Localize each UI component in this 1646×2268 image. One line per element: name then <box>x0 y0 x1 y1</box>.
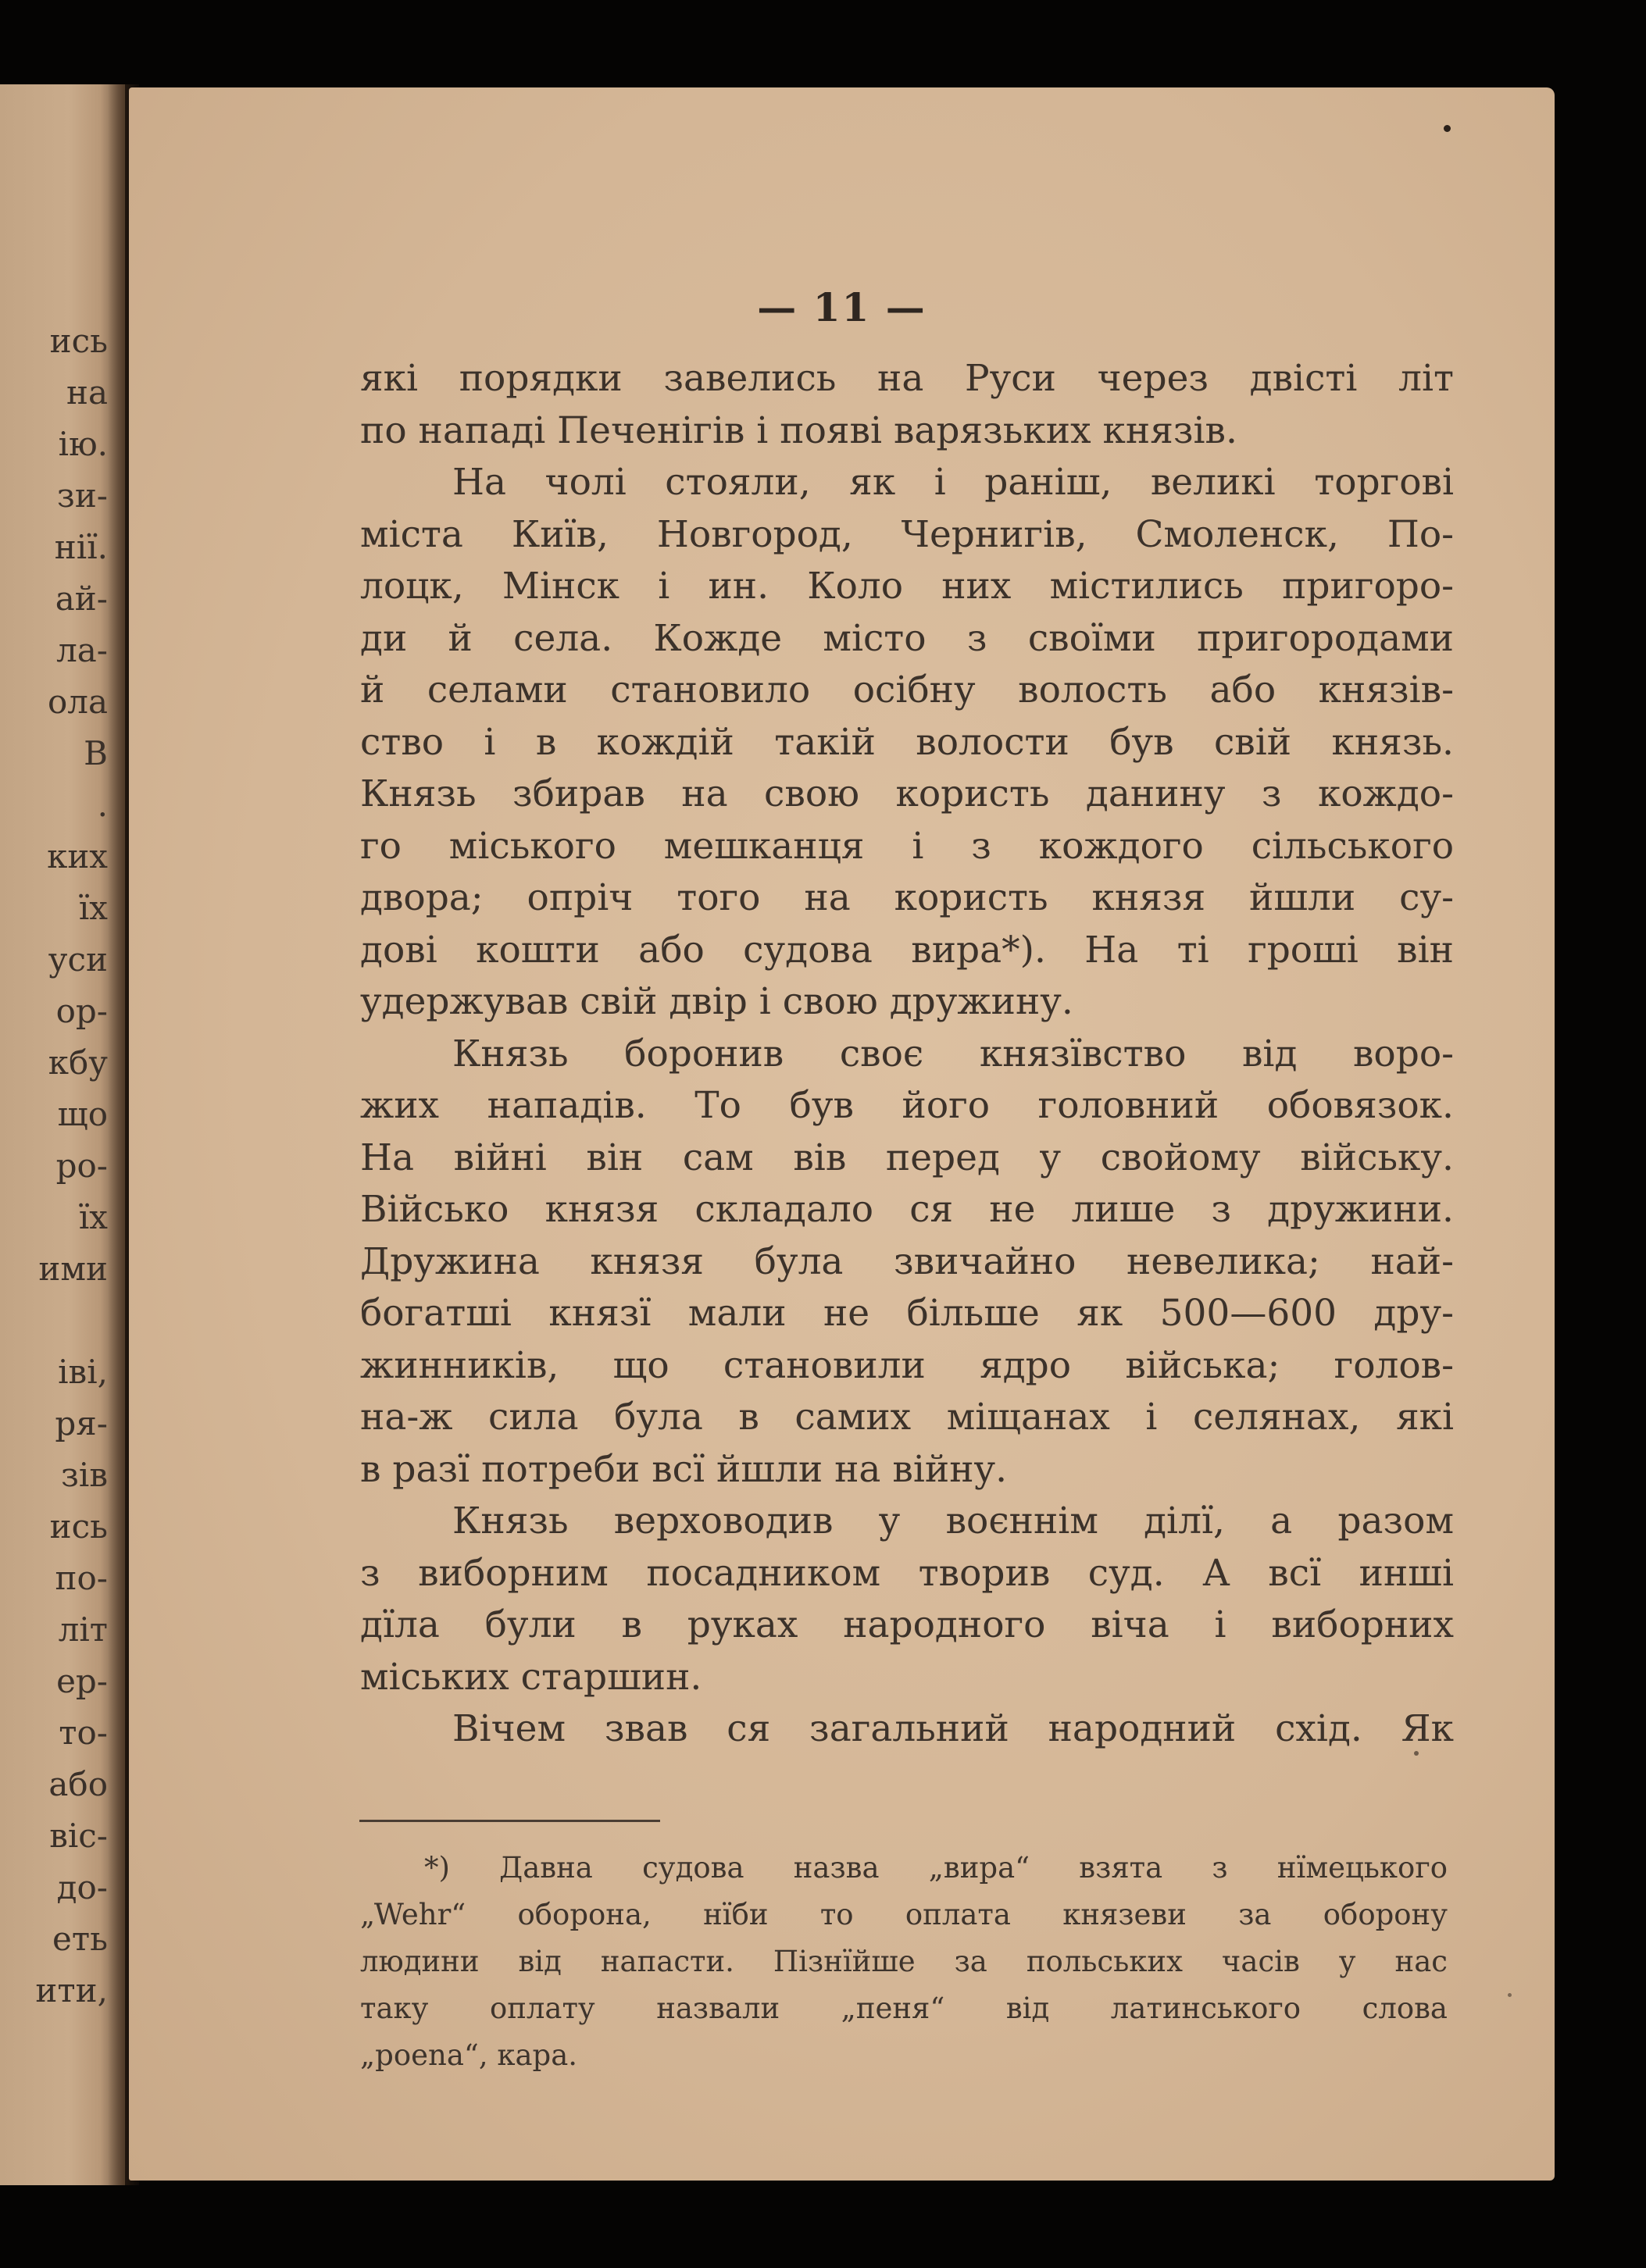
footnote <box>360 1845 1448 2079</box>
text-line: го міського мешканця і з кождого сільського <box>360 824 1454 868</box>
paragraph-start-line: Вічем звав ся загальний народний схід. Як <box>452 1707 1454 1750</box>
text-line: дїла були в руках народного віча і виборних <box>360 1603 1454 1646</box>
previous-page-fragment: до- <box>56 1868 108 1906</box>
previous-page-fragment: ити, <box>35 1971 108 2009</box>
text-line: міських старшин. <box>360 1655 702 1699</box>
previous-page-fragment: їх <box>78 889 108 927</box>
previous-page-fragment: їх <box>78 1198 108 1236</box>
text-line: Військо князя складало ся не лише з дружини. <box>360 1188 1454 1231</box>
page-number: — 11 — <box>757 284 927 330</box>
previous-page-fragment: по- <box>55 1559 108 1597</box>
text-line: лоцк, Мінск і ин. Коло них містились пригоро- <box>360 565 1454 608</box>
text-line: Дружина князя була звичайно невелика; най- <box>360 1239 1454 1283</box>
paper-speck <box>1414 1751 1419 1756</box>
previous-page-fragment: еть <box>52 1920 108 1958</box>
footnote-line: таку оплату назвали „пеня“ від латинського слова <box>360 1992 1448 2025</box>
previous-page-fragment: ких <box>47 837 108 875</box>
text-line: ство і в кождій такій волости був свій князь. <box>360 720 1454 764</box>
previous-page-fragment: ію. <box>58 425 108 463</box>
previous-page-fragment: ла- <box>56 631 108 669</box>
text-line: двора; опріч того на користь князя йшли су- <box>360 876 1454 919</box>
text-line: удержував свій двір і свою дружину. <box>360 980 1073 1023</box>
paragraph-start-line: Князь боронив своє князївство від воро- <box>452 1032 1454 1075</box>
previous-page-fragment: зи- <box>56 476 108 515</box>
previous-page-fragment: нії. <box>54 528 108 566</box>
previous-page-fragment: ро- <box>55 1146 108 1185</box>
previous-page-fragment: ор- <box>55 992 108 1030</box>
paragraph-start-line: Князь верховодив у воєннім ділї, а разом <box>452 1500 1454 1542</box>
paper-speck <box>1444 125 1451 132</box>
previous-page-fragment: ись <box>49 322 108 360</box>
previous-page-fragment: ими <box>38 1250 108 1288</box>
previous-page-edge <box>0 84 125 2185</box>
footnote-line: „poena“, кара. <box>360 2038 578 2072</box>
text-line: жих нападів. То був його головний обовязок. <box>360 1084 1454 1127</box>
previous-page-fragment: уси <box>48 940 108 979</box>
previous-page-fragment: іві, <box>58 1353 108 1391</box>
paper-speck <box>1508 1993 1512 1997</box>
previous-page-fragment: ер- <box>56 1662 108 1700</box>
previous-page-fragment: на <box>66 373 108 412</box>
footnote-line: людини від напасти. Пізнїйше за польських часів у нас <box>360 1945 1448 1978</box>
body-text <box>360 353 1454 1756</box>
previous-page-fragment: кбу <box>48 1043 108 1082</box>
previous-page-fragment: віс- <box>49 1817 108 1855</box>
previous-page-fragment: ись <box>49 1507 108 1546</box>
text-line: ди й села. Кожде місто з своїми пригородами <box>360 616 1454 660</box>
book-page <box>129 87 1555 2181</box>
text-line: й селами становило осібну волость або князів- <box>360 669 1454 711</box>
previous-page-fragment: ола <box>47 683 108 721</box>
text-line: богатші князї мали не більше як 500—600 дру- <box>360 1292 1454 1335</box>
previous-page-fragment: ря- <box>55 1404 108 1442</box>
previous-page-fragment: або <box>48 1765 108 1803</box>
text-line: міста Київ, Новгород, Чернигів, Смоленск, По- <box>360 512 1454 556</box>
previous-page-fragment: . <box>97 786 108 824</box>
previous-page-fragment: В <box>84 734 108 772</box>
text-line: які порядки завелись на Руси через двісті літ <box>360 357 1454 400</box>
text-line: жинників, що становили ядро війська; голов- <box>360 1343 1454 1387</box>
text-line: Князь збирав на свою користь данину з кождо- <box>360 772 1454 815</box>
previous-page-fragment: то- <box>59 1713 108 1752</box>
footnote-line: „Wehr“ оборона, нїби то оплата князеви за оборону <box>360 1898 1448 1931</box>
footnote-divider <box>359 1820 660 1822</box>
text-line: з виборним посадником творив суд. А всї инші <box>360 1551 1454 1595</box>
previous-page-fragment: що <box>57 1095 108 1133</box>
footnote-line: *) Давна судова назва „вира“ взята з нїмецького <box>424 1851 1448 1885</box>
text-line: в разї потреби всї йшли на війну. <box>360 1447 1008 1491</box>
previous-page-fragment: зів <box>61 1456 108 1494</box>
text-line: дові кошти або судова вира*). На ті гроші він <box>360 928 1454 972</box>
previous-page-fragment: літ <box>58 1610 108 1649</box>
text-line: по нападі Печенігів і появі варязьких князів. <box>360 408 1237 452</box>
text-line: На війні він сам вів перед у свойому війську. <box>360 1136 1454 1179</box>
paragraph-start-line: На чолі стояли, як і раніш, великі торгові <box>452 461 1454 504</box>
text-line: на-ж сила була в самих міщанах і селянах, які <box>360 1396 1454 1439</box>
previous-page-fragment: ай- <box>55 579 108 618</box>
